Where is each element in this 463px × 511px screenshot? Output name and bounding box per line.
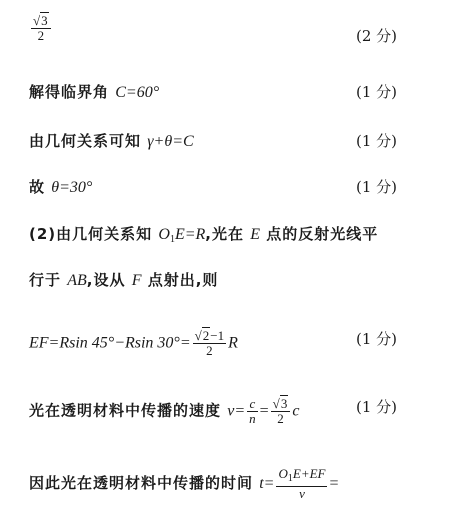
fraction-time: $\frac{O_1E+EF}{v}$ [278, 466, 326, 501]
score-row8: (1 分) [356, 398, 398, 416]
line-critical-angle [29, 82, 159, 103]
fraction: $\frac{√2-1}{2}$ [194, 328, 225, 358]
text-prefix: 由几何关系可知 [29, 132, 148, 150]
text-prefix: 解得临界角 [29, 83, 116, 101]
math-expr: γ+θ=C [147, 133, 194, 150]
line-time: 因此光在透明材料中传播的时间 t= $\frac{O_1E+EF}{v}$ = [29, 466, 339, 501]
score-row2: (1 分) [356, 83, 398, 101]
line-part2-cont: 行于 AB,设从 F 点射出,则 [29, 271, 219, 289]
math-lhs: EF=Rsin 45°−Rsin 30°= [29, 334, 191, 352]
sqrt-radicand: 3 [41, 13, 48, 28]
score-row4: (1 分) [356, 178, 398, 196]
sqrt: √2 [194, 328, 210, 343]
line-ef-formula: EF=Rsin 45°−Rsin 30°= $\frac{√2-1}{2}$ R [29, 328, 238, 358]
line-geometry-relation [29, 131, 194, 152]
math-expr: C=60° [115, 84, 160, 101]
math-expr: θ=30° [51, 179, 93, 196]
sqrt: √3 [33, 13, 48, 28]
fraction-denominator: 2 [37, 28, 45, 43]
line-speed: 光在透明材料中传播的速度 v= $\frac{c}{n}$ = $\frac{√3}{2}$ c [29, 396, 300, 426]
line-part2-intro: (2)由几何关系知 $O_1E=R$,光在 E 点的反射光线平 [29, 225, 379, 245]
text-prefix: 故 [29, 178, 52, 196]
score-row1: (2 分) [356, 27, 398, 45]
score-row7: (1 分) [356, 330, 398, 348]
score-row3: (1 分) [356, 132, 398, 150]
fraction [31, 14, 51, 43]
line-theta [29, 177, 92, 198]
fraction-sqrt3-over-2: $\frac{√3}{2}$ [271, 397, 291, 426]
fraction-c-over-n: $\frac{c}{n}$ [249, 396, 256, 426]
fraction-sqrt3-over-2 [29, 14, 53, 43]
